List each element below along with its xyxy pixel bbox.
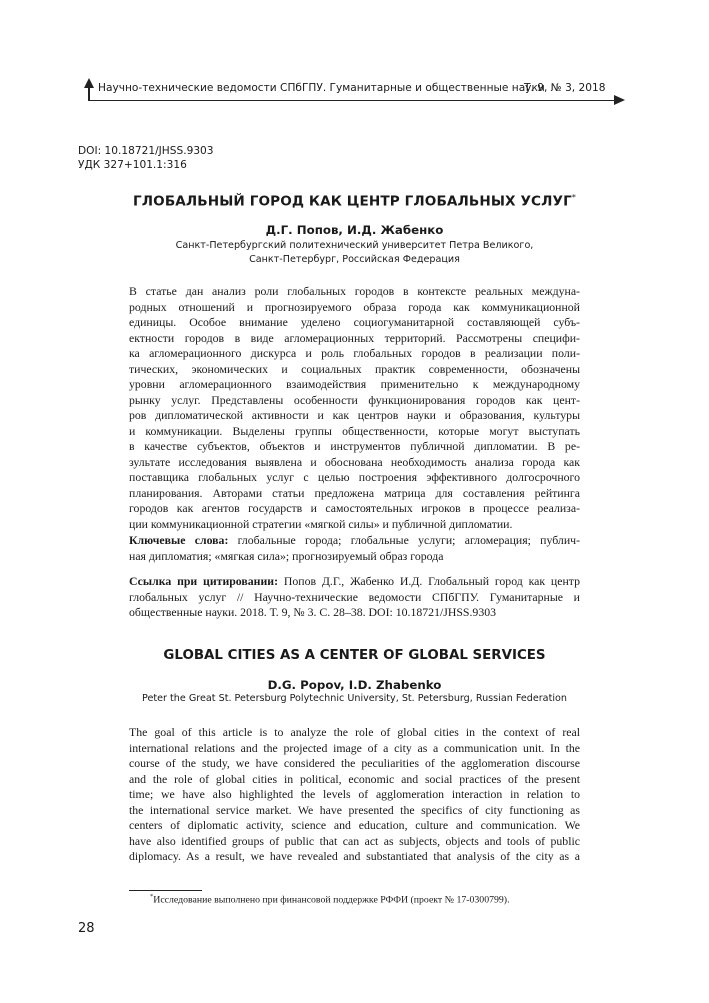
abstract-ru-line: ров дипломатической активности и как центров науки и образования, культуры xyxy=(129,408,580,422)
citation-label: Ссылка при цитировании: xyxy=(129,574,278,588)
affiliation-en: Peter the Great St. Petersburg Polytechnic University, St. Petersburg, Russian Federation xyxy=(142,693,567,704)
citation-text-1: Попов Д.Г., Жабенко И.Д. Глобальный город как центр xyxy=(283,574,580,588)
citation-ru xyxy=(129,574,580,621)
abstract-ru-line: В статье дан анализ роли глобальных городов в контексте реальных междуна- xyxy=(129,284,580,298)
abstract-ru-line: ции коммуникационной стратегии «мягкой силы» и публичной дипломатии. xyxy=(129,516,513,531)
abstract-ru-line: и коммуникации. Выделены группы общественности, которые могут выступать xyxy=(129,423,580,438)
footnote-mark: * xyxy=(150,893,154,900)
abstract-en-line: international relations and the projected image of a city as a communication unit. In the xyxy=(129,740,580,755)
udk-line: УДК 327+101.1:316 xyxy=(78,159,187,171)
abstract-en-line: time; we have also highlighted the levels of agglomeration interaction in relation to xyxy=(129,787,580,801)
header-arrow-stem xyxy=(88,86,90,101)
keywords-line-2: ная дипломатия; «мягкая сила»; прогнозируемый образ города xyxy=(129,548,444,563)
abstract-ru xyxy=(129,284,580,532)
header-right-arrow-icon xyxy=(614,95,625,105)
authors-en: D.G. Popov, I.D. Zhabenko xyxy=(267,678,442,692)
article-title-en: GLOBAL CITIES AS A CENTER OF GLOBAL SERVICES xyxy=(163,648,546,663)
running-header-issue: Т. 9, № 3, 2018 xyxy=(524,82,606,94)
title-footnote-mark: * xyxy=(571,193,576,202)
abstract-ru-line: единицы. Особое внимание уделено социогуманитарной составляющей субъ- xyxy=(129,315,580,329)
abstract-ru-line: ектности городов в виде агломерационных территорий. Рассмотрены специфи- xyxy=(129,330,580,345)
abstract-en-line: diplomacy. As a result, we have revealed and substantiated that analysis of the city as a xyxy=(129,849,580,863)
abstract-en-line: have also identified groups of public that can act as subjects, objects and tools of public xyxy=(129,833,580,848)
authors-ru: Д.Г. Попов, И.Д. Жабенко xyxy=(265,223,444,237)
abstract-ru-line: родных отношений и прогнозируемого образа города как коммуникационной xyxy=(129,299,580,314)
abstract-en-line: the international service market. We have presented the specifics of city functioning as xyxy=(129,802,580,817)
footnote-text: Исследование выполнено при финансовой поддержке РФФИ (проект № 17-0300799). xyxy=(153,894,510,906)
abstract-ru-line: рынку услуг. Представлены особенности функционирования городов как цент- xyxy=(129,392,580,407)
affiliation-ru-line-1: Санкт-Петербургский политехнический университет Петра Великого, xyxy=(175,240,534,251)
abstract-ru-line: тических, экономических и социальных практик современности, обозначены xyxy=(129,361,580,376)
abstract-ru-line: городов как агентов государств и самостоятельных игроков в процессе реализа- xyxy=(129,501,580,515)
citation-line-1 xyxy=(129,574,580,590)
citation-line-2: глобальных услуг // Научно-технические ведомости СПбГПУ. Гуманитарные и xyxy=(129,589,580,604)
abstract-ru-line: в качестве субъектов, объектов и инструментов публичной дипломатии. В ре- xyxy=(129,439,580,453)
title-ru-text: ГЛОБАЛЬНЫЙ ГОРОД КАК ЦЕНТР ГЛОБАЛЬНЫХ УСЛУГ xyxy=(133,193,572,210)
keywords-label: Ключевые слова: xyxy=(129,533,229,547)
abstract-en-line: The goal of this article is to analyze the role of global cities in the context of real xyxy=(129,725,580,739)
citation-line-3: общественные науки. 2018. Т. 9, № 3. С. 28–38. DOI: 10.18721/JHSS.9303 xyxy=(129,605,497,619)
abstract-en xyxy=(129,725,580,865)
keywords-text-1: глобальные города; глобальные услуги; агломерация; публич- xyxy=(237,533,580,547)
keywords-ru xyxy=(129,533,580,564)
abstract-ru-line: ка агломерационного дискурса и роль глобальных городов в реализации поли- xyxy=(129,346,580,360)
abstract-en-line: centers of diplomatic activity, science and education, culture and communication. We xyxy=(129,818,580,832)
doi-line: DOI: 10.18721/JHSS.9303 xyxy=(78,145,214,157)
header-up-arrow-icon xyxy=(84,78,94,88)
abstract-en-line: course of the study, we have considered the peculiarities of the agglomeration discourse xyxy=(129,756,580,770)
footnote-rule xyxy=(129,890,202,891)
abstract-en-line: and the role of global cities in political, economic and social practices of the present xyxy=(129,771,580,786)
running-header-journal: Научно-технические ведомости СПбГПУ. Гуманитарные и общественные науки xyxy=(98,82,545,94)
footnote xyxy=(150,893,510,905)
abstract-ru-line: зультате исследования выявлена и обоснована необходимость анализа города как xyxy=(129,454,580,469)
header-rule xyxy=(88,100,618,101)
page-number: 28 xyxy=(78,921,95,936)
article-title-ru xyxy=(0,193,709,210)
affiliation-ru-line-2: Санкт-Петербург, Российская Федерация xyxy=(249,254,460,265)
keywords-line-1 xyxy=(129,533,580,549)
abstract-ru-line: уровни агломерационного взаимодействия применительно к международному xyxy=(129,377,580,391)
abstract-ru-line: поставщика глобальных услуг с целью построения эффективного долгосрочного xyxy=(129,470,580,484)
abstract-ru-line: планирования. Авторами статьи предложена матрица для составления рейтинга xyxy=(129,485,580,500)
